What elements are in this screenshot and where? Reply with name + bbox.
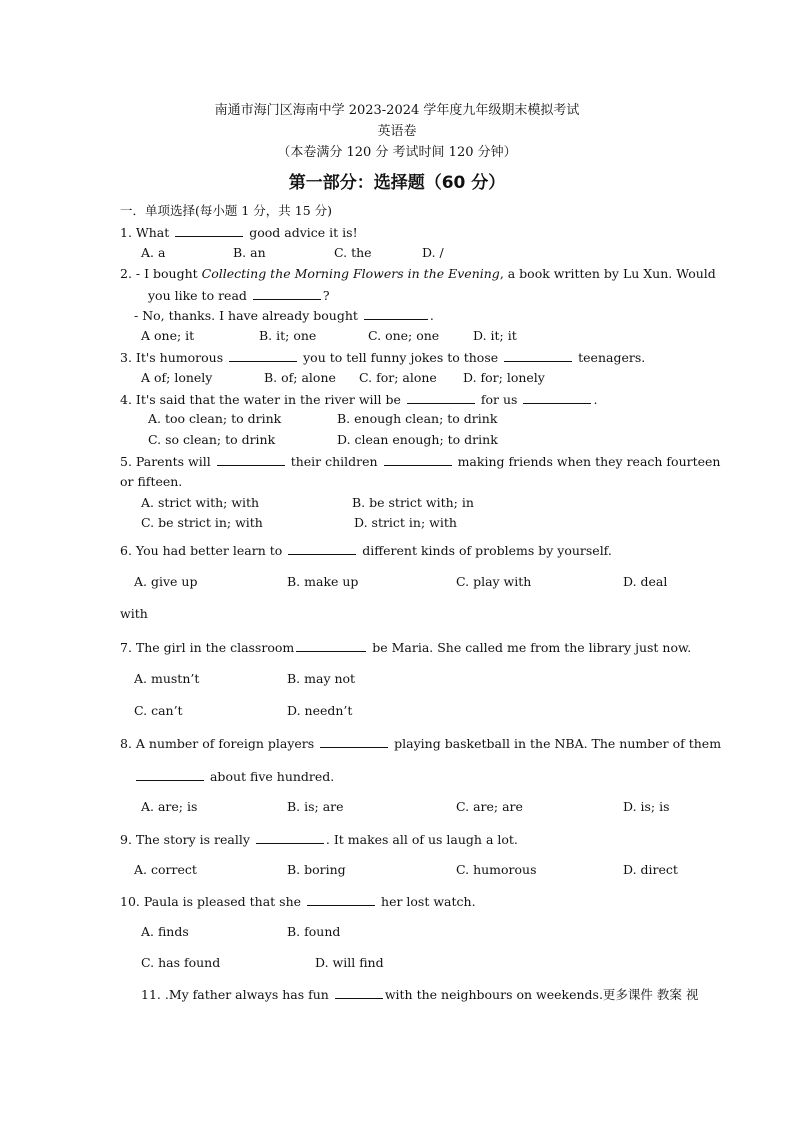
- q3-text-post: teenagers.: [578, 350, 646, 365]
- q11-text-post: with the neighbours on weekends.更多课件 教案 视: [384, 987, 699, 1002]
- q9-text-post: . It makes all of us laugh a lot.: [325, 832, 518, 847]
- q10-blank: [307, 893, 375, 906]
- q11-text-pre: 11. .My father always has fun: [141, 987, 329, 1002]
- q5-blank-2: [384, 453, 452, 466]
- q7-option-d: D. needn’t: [287, 703, 353, 718]
- q8-text-pre: 8. A number of foreign players: [120, 736, 315, 751]
- q8-blank-2: [136, 768, 204, 781]
- q11-blank: [335, 986, 383, 999]
- q2-line-3: [134, 307, 434, 324]
- q2-line2-text: you like to read: [148, 288, 247, 303]
- q10-option-b: B. found: [287, 924, 341, 939]
- q10-option-d: D. will find: [315, 955, 384, 970]
- q5-option-c: C. be strict in; with: [141, 515, 263, 530]
- question-5: [120, 453, 720, 470]
- q2-option-c: C. one; one: [368, 328, 440, 343]
- q1-option-a: A. a: [141, 245, 166, 260]
- q1-option-c: C. the: [334, 245, 372, 260]
- q10-option-a: A. finds: [141, 924, 189, 939]
- q7-text-post: be Maria. She called me from the library just now.: [372, 640, 692, 655]
- q5-option-d: D. strict in; with: [354, 515, 457, 530]
- q3-option-b: B. of; alone: [264, 370, 336, 385]
- q8-option-d: D. is; is: [623, 799, 670, 814]
- question-6: [120, 542, 612, 559]
- q3-option-c: C. for; alone: [359, 370, 437, 385]
- question-11: [141, 986, 698, 1003]
- q4-option-c: C. so clean; to drink: [148, 432, 276, 447]
- section-heading: 一．单项选择(每小题 1 分，共 15 分): [120, 203, 333, 218]
- q6-option-a: A. give up: [134, 574, 198, 589]
- q9-option-c: C. humorous: [456, 862, 537, 877]
- q2-text-pre: 2. - I bought: [120, 266, 202, 281]
- q5-option-b: B. be strict with; in: [352, 495, 474, 510]
- q4-option-a: A. too clean; to drink: [148, 411, 282, 426]
- q6-option-b: B. make up: [287, 574, 359, 589]
- q6-text-pre: 6. You had better learn to: [120, 543, 283, 558]
- q9-text-pre: 9. The story is really: [120, 832, 250, 847]
- q2-book-title: Collecting the Morning Flowers in the Evening: [201, 266, 500, 281]
- q7-option-b: B. may not: [287, 671, 356, 686]
- q3-blank-2: [504, 349, 572, 362]
- q1-text-post: good advice it is!: [249, 225, 358, 240]
- q3-text-pre: 3. It's humorous: [120, 350, 224, 365]
- q3-option-a: A of; lonely: [141, 370, 213, 385]
- q8-option-b: B. is; are: [287, 799, 344, 814]
- q5-option-a: A. strict with; with: [141, 495, 260, 510]
- question-1: [120, 224, 358, 241]
- q5-text-post: making friends when they reach fourteen: [457, 454, 721, 469]
- exam-subject: 英语卷: [377, 124, 417, 139]
- q2-option-a: A one; it: [141, 328, 195, 343]
- q4-blank-2: [523, 391, 591, 404]
- q9-option-a: A. correct: [134, 862, 197, 877]
- q8-blank-1: [320, 735, 388, 748]
- q10-text-post: her lost watch.: [381, 894, 476, 909]
- q9-blank: [256, 831, 324, 844]
- q6-option-d: D. deal: [623, 574, 668, 589]
- q3-blank-1: [229, 349, 297, 362]
- question-3: [120, 349, 645, 366]
- q8-line-2: [134, 768, 334, 785]
- q2-blank-1: [253, 287, 321, 300]
- q1-text-pre: 1. What: [120, 225, 170, 240]
- q6-option-d-wrap: with: [120, 606, 148, 621]
- q5-blank-1: [217, 453, 285, 466]
- q4-text-mid: for us: [480, 392, 518, 407]
- q4-option-d: D. clean enough; to drink: [337, 432, 498, 447]
- q8-line2-text: about five hundred.: [209, 769, 335, 784]
- q8-option-c: C. are; are: [456, 799, 523, 814]
- q2-option-d: D. it; it: [473, 328, 517, 343]
- exam-note: （本卷满分 120 分 考试时间 120 分钟）: [277, 145, 517, 160]
- question-7: [120, 639, 691, 656]
- q6-option-c: C. play with: [456, 574, 532, 589]
- q7-option-c: C. can’t: [134, 703, 183, 718]
- q8-text-post: playing basketball in the NBA. The number of them: [394, 736, 722, 751]
- q4-text-pre: 4. It's said that the water in the river will be: [120, 392, 401, 407]
- q1-option-b: B. an: [233, 245, 266, 260]
- q2-blank-2: [364, 307, 428, 320]
- q7-blank: [296, 639, 366, 652]
- q9-option-d: D. direct: [623, 862, 678, 877]
- q2-option-b: B. it; one: [259, 328, 317, 343]
- q4-option-b: B. enough clean; to drink: [337, 411, 498, 426]
- q8-option-a: A. are; is: [141, 799, 198, 814]
- q6-text-post: different kinds of problems by yourself.: [362, 543, 612, 558]
- question-4: [120, 391, 597, 408]
- q2-line3-text: - No, thanks. I have already bought: [134, 308, 358, 323]
- q10-text-pre: 10. Paula is pleased that she: [120, 894, 302, 909]
- q4-blank-1: [407, 391, 475, 404]
- question-2: [120, 266, 716, 282]
- q2-line3-end: .: [429, 308, 434, 323]
- q1-option-d: D. /: [422, 245, 444, 260]
- question-8: [120, 735, 721, 752]
- q5-line-2: or fifteen.: [120, 474, 183, 489]
- part-title: 第一部分：选择题（60 分）: [288, 173, 506, 193]
- question-9: [120, 831, 518, 848]
- q2-line2-end: ?: [322, 288, 330, 303]
- q1-blank: [175, 224, 243, 237]
- q5-text-mid: their children: [290, 454, 378, 469]
- q6-blank: [288, 542, 356, 555]
- q7-option-a: A. mustn’t: [134, 671, 200, 686]
- q4-text-post: .: [593, 392, 598, 407]
- q2-text-post: , a book written by Lu Xun. Would: [499, 266, 716, 281]
- q3-text-mid: you to tell funny jokes to those: [303, 350, 499, 365]
- q9-option-b: B. boring: [287, 862, 346, 877]
- q7-text-pre: 7. The girl in the classroom: [120, 640, 295, 655]
- exam-title: 南通市海门区海南中学 2023-2024 学年度九年级期末模拟考试: [214, 103, 580, 118]
- q10-option-c: C. has found: [141, 955, 221, 970]
- question-10: [120, 893, 476, 910]
- q5-text-pre: 5. Parents will: [120, 454, 211, 469]
- q2-line-2: [148, 287, 330, 304]
- q3-option-d: D. for; lonely: [463, 370, 545, 385]
